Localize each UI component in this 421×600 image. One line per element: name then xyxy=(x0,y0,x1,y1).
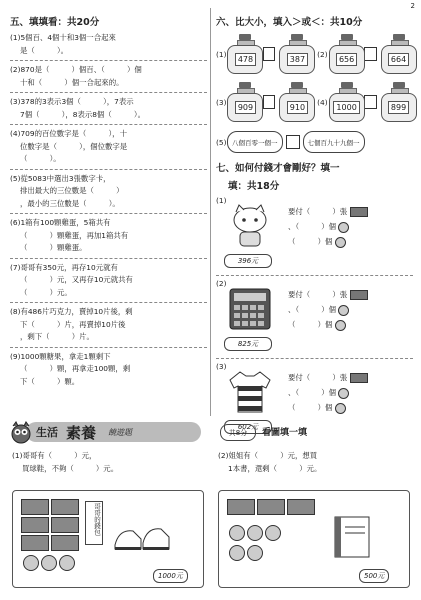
question-line: (2)870是（ ）個百、（ ）個 xyxy=(10,65,142,74)
pay-line: （ ）個 xyxy=(288,237,333,246)
shirt-icon xyxy=(226,368,274,416)
kitty-doll-icon xyxy=(226,202,274,250)
coin-icon xyxy=(23,555,39,571)
section-7-title: 七、如何付錢才會剛好？填一 xyxy=(216,163,340,174)
question-line: （ ）。 xyxy=(20,154,61,163)
price-tag: 602元 xyxy=(224,420,272,434)
compare-row-1 xyxy=(216,32,413,76)
banner-tag-text: 饒遊題 xyxy=(108,428,132,437)
bottle-value: 899 xyxy=(388,101,409,114)
candy-label-b: 七個百九十九個一 xyxy=(303,131,365,153)
pay-item-num: (1) xyxy=(216,196,227,205)
compare-row-2 xyxy=(216,80,413,124)
section-6-title: 六、比大小，填入＞或＜：共10分 xyxy=(216,17,363,28)
pay-item-num: (2) xyxy=(216,279,227,288)
section-5-title: 五、填填看：共20分 xyxy=(10,17,100,28)
pay-line: 要付（ ）張 xyxy=(288,373,348,382)
banknote-icon xyxy=(51,499,79,515)
question-line: （ ）顆雞蛋。 xyxy=(20,243,87,252)
question-num: (2) xyxy=(218,451,229,460)
bottle-value: 656 xyxy=(336,53,357,66)
coin-icon xyxy=(229,545,245,561)
question-num: (1) xyxy=(12,451,23,460)
banknote-icon xyxy=(51,517,79,533)
pay-line: 要付（ ）張 xyxy=(288,290,348,299)
question-line: ，剩下（ ）片。 xyxy=(20,332,94,341)
column-divider xyxy=(210,8,211,416)
question-line: 哥哥有（ ）元， xyxy=(22,451,97,460)
banknote-icon xyxy=(257,499,285,515)
pay-line: 、（ ）個 xyxy=(288,388,337,397)
bottle-icon xyxy=(226,34,259,74)
banknote-icon xyxy=(227,499,255,515)
question-line: (1)5個百、4個十和3個一合起來 xyxy=(10,33,116,42)
price-tag: 825元 xyxy=(224,337,272,351)
coin-icon xyxy=(338,305,349,316)
bottom-question-2 xyxy=(218,450,321,475)
bottle-icon xyxy=(328,82,361,122)
question-line: 十和（ ）個一合起來的。 xyxy=(20,77,124,87)
coin-icon xyxy=(338,388,349,399)
sneakers-icon xyxy=(113,521,173,555)
question-item xyxy=(10,262,207,300)
pay-item-2 xyxy=(216,279,413,355)
bottle-icon xyxy=(380,34,413,74)
coin-icon xyxy=(335,403,346,414)
literacy-banner xyxy=(10,420,413,444)
question-line: （ ）元，又再存10元就共有 xyxy=(20,275,133,284)
pay-lines xyxy=(288,204,368,249)
pay-lines xyxy=(288,370,368,415)
bottle-value: 1000 xyxy=(333,101,359,114)
wallet-label: 哥哥的錢包 xyxy=(85,501,103,545)
question-item xyxy=(10,128,207,166)
question-line: 買球鞋，不夠（ ）元。 xyxy=(22,463,119,473)
question-line: (7)哥哥有350元，再存10元就有 xyxy=(10,262,118,272)
pay-line: 、（ ）個 xyxy=(288,305,337,314)
question-item xyxy=(10,351,207,389)
bottom-question-1 xyxy=(12,450,118,475)
bottle-value: 664 xyxy=(388,53,409,66)
wallet-image-1 xyxy=(12,490,204,588)
pay-line: 要付（ ）張 xyxy=(288,207,348,216)
pay-lines xyxy=(288,287,368,332)
banknote-icon xyxy=(350,373,368,383)
pay-line: （ ）個 xyxy=(288,403,333,412)
book-icon xyxy=(327,511,377,561)
price-tag: 396元 xyxy=(224,254,272,268)
pay-line: 、（ ）個 xyxy=(288,222,337,231)
bottle-value: 910 xyxy=(287,101,308,114)
points-badge: 共8分 xyxy=(220,424,256,441)
question-item xyxy=(10,32,207,57)
coin-icon xyxy=(338,222,349,233)
question-line: (4)709的百位數字是（ ），十 xyxy=(10,129,127,138)
answer-box[interactable] xyxy=(364,47,377,61)
compare-num: (1) xyxy=(216,49,227,59)
banknote-icon xyxy=(21,499,49,515)
banknote-icon xyxy=(350,207,368,217)
section-6 xyxy=(216,10,413,438)
answer-box[interactable] xyxy=(263,47,276,61)
page-number: 2 xyxy=(410,2,415,10)
question-item xyxy=(10,217,207,255)
coin-icon xyxy=(247,525,263,541)
price-tag: 500元 xyxy=(359,569,389,583)
compare-num: (2) xyxy=(317,49,328,59)
question-line: 位數字是（ ），個位數字是 xyxy=(20,141,128,151)
banner-life-text: 生活 xyxy=(36,426,58,439)
section-7-title-line2: 填：共18分 xyxy=(228,181,280,192)
question-line: (3)378的3表示3個（ ），7表示 xyxy=(10,97,134,106)
question-line: 下（ ）顆。 xyxy=(20,376,80,386)
pay-item-num: (3) xyxy=(216,362,227,371)
bottle-value: 478 xyxy=(235,53,256,66)
section-5-questions xyxy=(10,32,207,388)
coin-icon xyxy=(41,555,57,571)
pay-line: （ ）個 xyxy=(288,320,333,329)
question-line: （ ）顆，再拿走100顆，剩 xyxy=(20,364,131,373)
question-item xyxy=(10,173,207,211)
coin-icon xyxy=(335,237,346,248)
pay-item-1 xyxy=(216,196,413,272)
compare-row-3 xyxy=(216,128,413,156)
bottle-icon xyxy=(278,34,311,74)
question-line: (5)從5083中選出3張數字卡， xyxy=(10,173,111,183)
bottle-value: 909 xyxy=(235,101,256,114)
question-line: (9)1000顆糖果，拿走1顆剩下 xyxy=(10,351,111,361)
banknote-icon xyxy=(21,517,49,533)
bottle-icon xyxy=(380,82,413,122)
coin-icon xyxy=(59,555,75,571)
answer-box[interactable] xyxy=(263,95,276,109)
answer-box[interactable] xyxy=(364,95,377,109)
banner-subtitle: 看圖填一填 xyxy=(262,428,308,438)
question-item xyxy=(10,64,207,89)
compare-num: (5) xyxy=(216,137,227,147)
question-line: 排出最大的三位數是（ ） xyxy=(20,186,124,195)
banknote-icon xyxy=(21,535,49,551)
section-5 xyxy=(10,10,207,390)
bottle-icon xyxy=(278,82,311,122)
question-line: 下（ ）片，再賣掉10片後 xyxy=(20,319,126,329)
coin-icon xyxy=(229,525,245,541)
banknote-icon xyxy=(51,535,79,551)
calculator-icon xyxy=(226,285,274,333)
wallet-image-2 xyxy=(218,490,410,588)
compare-num: (4) xyxy=(317,97,328,107)
answer-box[interactable] xyxy=(286,135,300,149)
bottle-icon xyxy=(328,34,361,74)
compare-num: (3) xyxy=(216,97,227,107)
question-line: ，最小的三位數是（ ）。 xyxy=(20,198,120,208)
question-line: （ ）元。 xyxy=(20,287,72,297)
question-line: 是（ ）。 xyxy=(20,45,69,55)
coin-icon xyxy=(247,545,263,561)
banknote-icon xyxy=(350,290,368,300)
bottle-value: 387 xyxy=(287,53,308,66)
candy-label-a: 八個百零一個一 xyxy=(227,131,283,153)
question-line: 姐姐有（ ）元，想買 xyxy=(228,451,318,460)
coin-icon xyxy=(265,525,281,541)
question-line: (6)1箱有100顆雞蛋，5箱共有 xyxy=(10,218,111,227)
question-line: 1本書，還剩（ ）元。 xyxy=(228,463,322,473)
owl-icon xyxy=(10,420,32,444)
question-line: 7個（ ），8表示8個（ ）。 xyxy=(20,109,145,119)
question-item xyxy=(10,96,207,121)
question-item xyxy=(10,306,207,344)
question-line: （ ）顆雞蛋，再加1箱共有 xyxy=(20,230,129,240)
coin-icon xyxy=(335,320,346,331)
banknote-icon xyxy=(287,499,315,515)
price-tag: 1000元 xyxy=(153,569,188,583)
question-line: (8)有486片巧克力，賣掉10片後，剩 xyxy=(10,307,133,316)
banner-literacy-text: 素養 xyxy=(66,424,97,442)
bottle-icon xyxy=(226,82,259,122)
